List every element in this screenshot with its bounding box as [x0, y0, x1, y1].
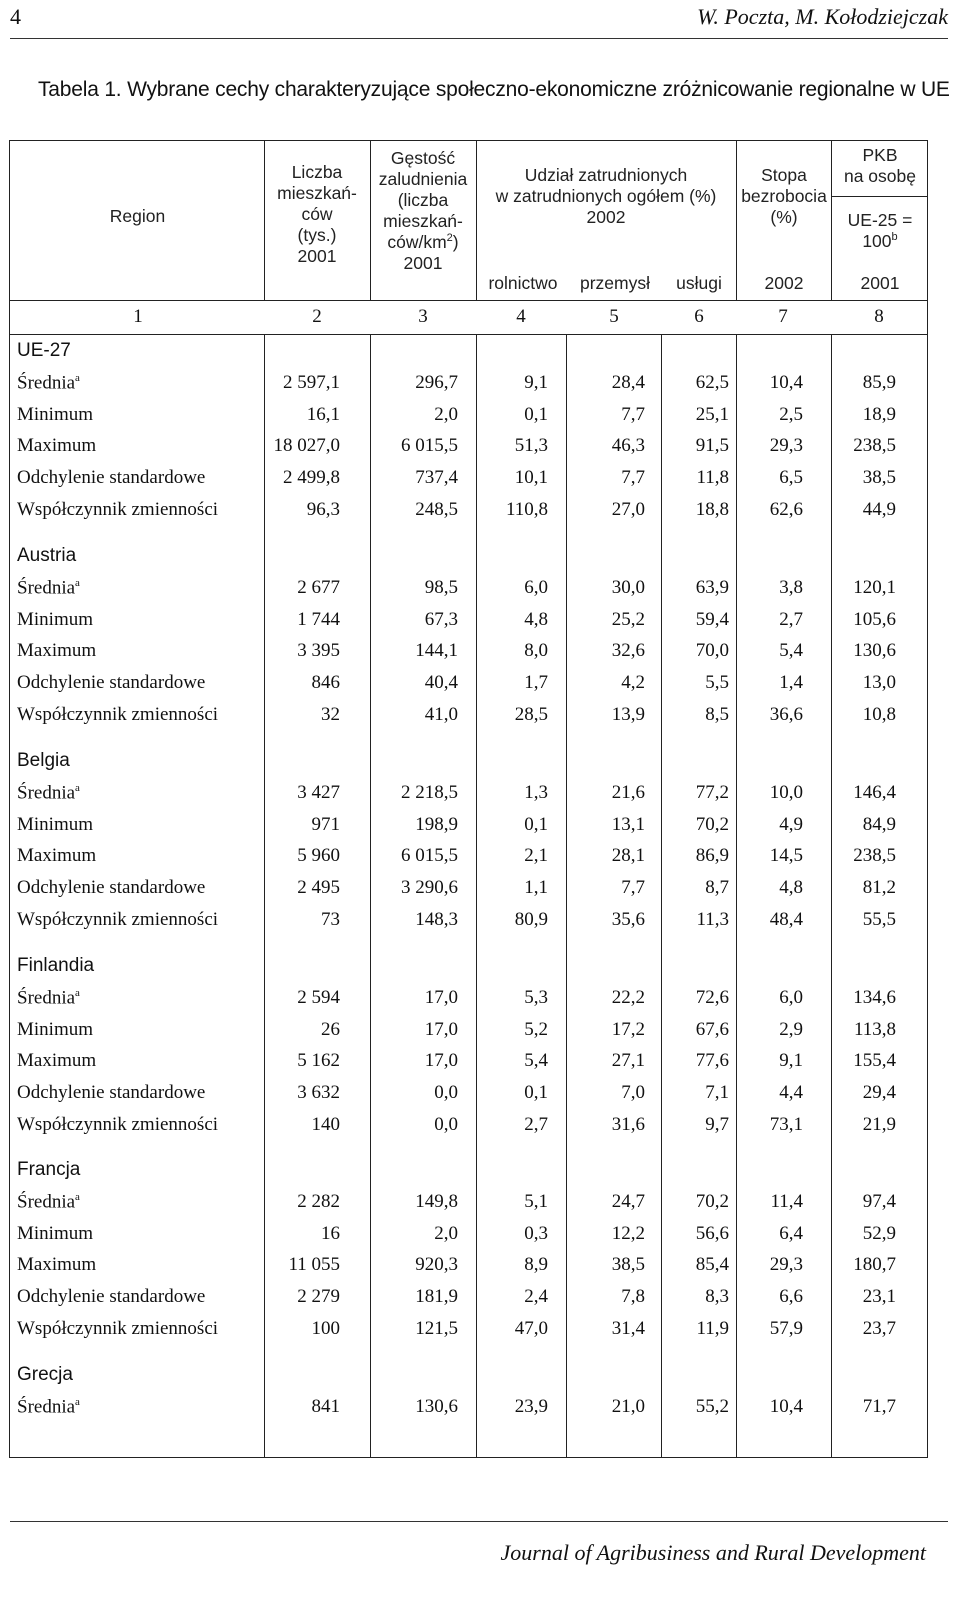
table-cell: 296,7	[415, 372, 458, 393]
table-cell: 32	[321, 704, 340, 725]
running-authors: W. Poczta, M. Kołodziejczak	[697, 4, 948, 29]
table-cell: 6,0	[779, 987, 803, 1008]
table-row	[0, 1254, 960, 1280]
table-cell: 10,0	[769, 782, 803, 803]
header-agriculture: rolnictwo	[488, 273, 558, 293]
table-cell: 1,3	[524, 782, 548, 803]
table-cell: 8,0	[524, 640, 548, 661]
table-cell: 21,9	[862, 1114, 896, 1135]
table-cell: 31,4	[611, 1318, 645, 1339]
header-gdp-year: 2001	[860, 273, 900, 293]
header-population: Liczba mieszkań- ców (tys.) 2001	[277, 162, 357, 266]
rule-h-header	[9, 300, 928, 301]
group-heading: Austria	[17, 545, 77, 566]
header-employment: Udział zatrudnionych w zatrudnionych ogółem (%) 2002	[495, 165, 717, 227]
table-cell: 7,8	[621, 1286, 645, 1307]
table-cell: 81,2	[862, 877, 896, 898]
table-row	[0, 1050, 960, 1076]
table-cell: 27,1	[611, 1050, 645, 1071]
table-cell: 52,9	[862, 1223, 896, 1244]
table-row	[0, 909, 960, 935]
table-cell: 28,4	[611, 372, 645, 393]
table-row	[0, 1082, 960, 1108]
table-cell: 8,9	[524, 1254, 548, 1275]
header-gdp: PKB na osobę	[843, 145, 916, 186]
table-cell: 18,9	[862, 404, 896, 425]
header-density: Gęstość zaludnienia (liczba mieszkań- ców/$km^2$) 2001	[378, 148, 468, 273]
table-cell: 5,4	[779, 640, 803, 661]
table-cell: 29,3	[769, 1254, 803, 1275]
row-label: Odchylenie standardowe	[17, 1082, 206, 1103]
table-row	[0, 704, 960, 730]
table-cell: 6,0	[524, 577, 548, 598]
table-cell: 23,9	[514, 1396, 548, 1417]
table-cell: 11,9	[696, 1318, 729, 1339]
table-cell: 2,5	[779, 404, 803, 425]
table-cell: 7,7	[621, 404, 645, 425]
table-cell: 12,2	[611, 1223, 645, 1244]
table-cell: 5 162	[297, 1050, 340, 1071]
table-row	[0, 499, 960, 525]
row-label: Maximum	[17, 435, 97, 456]
table-cell: 17,0	[424, 987, 458, 1008]
table-cell: 2,1	[524, 845, 548, 866]
journal-footer: Journal of Agribusiness and Rural Development	[500, 1540, 926, 1565]
row-label: Minimum	[17, 814, 94, 835]
table-cell: 4,4	[779, 1082, 803, 1103]
table-cell: 77,2	[695, 782, 729, 803]
table-cell: 13,0	[862, 672, 896, 693]
table-cell: 32,6	[611, 640, 645, 661]
table-cell: 6,5	[779, 467, 803, 488]
table-cell: 38,5	[611, 1254, 645, 1275]
table-cell: 13,1	[611, 814, 645, 835]
table-cell: 140	[311, 1114, 340, 1135]
row-label: Minimum	[17, 1223, 94, 1244]
column-number: 2	[312, 306, 322, 327]
table-cell: 46,3	[611, 435, 645, 456]
table-cell: 100	[311, 1318, 340, 1339]
table-cell: 55,5	[862, 909, 896, 930]
table-cell: 11,8	[696, 467, 729, 488]
column-number: 8	[874, 306, 884, 327]
header-rule	[10, 38, 948, 39]
table-cell: 70,2	[695, 814, 729, 835]
table-cell: 238,5	[853, 435, 896, 456]
rule-v-3	[476, 140, 477, 300]
table-cell: 59,4	[695, 609, 729, 630]
table-cell: 5,4	[524, 1050, 548, 1071]
column-number: 1	[133, 306, 143, 327]
table-cell: 2,0	[434, 1223, 458, 1244]
table-cell: 71,7	[862, 1396, 896, 1417]
table-cell: 28,5	[514, 704, 548, 725]
table-cell: 16,1	[306, 404, 340, 425]
row-label: Minimum	[17, 404, 94, 425]
table-cell: 31,6	[611, 1114, 645, 1135]
table-cell: 8,3	[705, 1286, 729, 1307]
table-cell: 130,6	[853, 640, 896, 661]
row-label: Współczynnik zmienności	[17, 704, 219, 725]
rule-h-colnums	[9, 334, 928, 335]
table-cell: 2,7	[779, 609, 803, 630]
table-cell: 29,4	[862, 1082, 896, 1103]
column-number: 3	[418, 306, 428, 327]
row-label: Maximum	[17, 1254, 97, 1275]
table-cell: 13,9	[611, 704, 645, 725]
table-cell: 3 427	[297, 782, 340, 803]
table-cell: 6,6	[779, 1286, 803, 1307]
table-cell: 36,6	[769, 704, 803, 725]
table-cell: 4,2	[621, 672, 645, 693]
header-gdp-index: UE-25 = $100^b$	[847, 210, 913, 251]
table-row	[0, 1114, 960, 1140]
table-cell: 105,6	[853, 609, 896, 630]
table-row	[0, 609, 960, 635]
table-cell: 17,2	[611, 1019, 645, 1040]
table-cell: 67,3	[424, 609, 458, 630]
group-heading: UE-27	[17, 340, 71, 361]
table-cell: 0,3	[524, 1223, 548, 1244]
table-cell: 62,5	[695, 372, 729, 393]
table-cell: 25,2	[611, 609, 645, 630]
table-row	[0, 1318, 960, 1344]
table-cell: 0,0	[434, 1114, 458, 1135]
table-caption: Tabela 1. Wybrane cechy charakteryzujące społeczno-ekonomiczne zróżnicowanie regionalne w UE	[38, 78, 950, 101]
table-cell: 85,9	[862, 372, 896, 393]
table-cell: 2,7	[524, 1114, 548, 1135]
table-cell: 7,0	[621, 1082, 645, 1103]
table-cell: 98,5	[424, 577, 458, 598]
table-cell: 70,2	[695, 1191, 729, 1212]
table-cell: 23,1	[862, 1286, 896, 1307]
row-label: Średnia$^a$	[17, 372, 80, 394]
table-cell: 0,0	[434, 1082, 458, 1103]
table-cell: 38,5	[862, 467, 896, 488]
table-cell: 2 597,1	[283, 372, 340, 393]
table-row	[0, 1223, 960, 1249]
table-cell: 7,7	[621, 467, 645, 488]
table-cell: 5,1	[524, 1191, 548, 1212]
table-cell: 1,4	[779, 672, 803, 693]
table-row	[0, 1396, 960, 1422]
table-cell: 2 279	[297, 1286, 340, 1307]
column-number: 7	[778, 306, 788, 327]
table-cell: 72,6	[695, 987, 729, 1008]
table-cell: 2,9	[779, 1019, 803, 1040]
table-cell: 1 744	[297, 609, 340, 630]
footer-rule	[10, 1521, 948, 1522]
table-cell: 248,5	[415, 499, 458, 520]
table-cell: 9,7	[705, 1114, 729, 1135]
running-header	[10, 4, 948, 34]
table-cell: 10,4	[769, 1396, 803, 1417]
table-cell: 11,4	[770, 1191, 803, 1212]
row-label: Maximum	[17, 640, 97, 661]
table-cell: 149,8	[415, 1191, 458, 1212]
table-cell: 846	[311, 672, 340, 693]
table-cell: 144,1	[415, 640, 458, 661]
table-cell: 44,9	[862, 499, 896, 520]
table-cell: 25,1	[695, 404, 729, 425]
table-cell: 56,6	[695, 1223, 729, 1244]
table-cell: 21,0	[611, 1396, 645, 1417]
table-row	[0, 1191, 960, 1217]
row-label: Maximum	[17, 845, 97, 866]
table-row	[0, 372, 960, 398]
table-cell: 9,1	[524, 372, 548, 393]
rule-v-4	[736, 140, 737, 300]
table-cell: 17,0	[424, 1050, 458, 1071]
table-cell: 41,0	[424, 704, 458, 725]
table-cell: 80,9	[514, 909, 548, 930]
column-number: 4	[516, 306, 526, 327]
table-row	[0, 845, 960, 871]
table-cell: 22,2	[611, 987, 645, 1008]
table-cell: 181,9	[415, 1286, 458, 1307]
table-cell: 0,1	[524, 404, 548, 425]
table-cell: 47,0	[514, 1318, 548, 1339]
row-label: Współczynnik zmienności	[17, 1318, 219, 1339]
table-cell: 35,6	[611, 909, 645, 930]
table-cell: 70,0	[695, 640, 729, 661]
table-cell: 17,0	[424, 1019, 458, 1040]
table-cell: 14,5	[769, 845, 803, 866]
table-cell: 110,8	[505, 499, 548, 520]
table-cell: 10,1	[514, 467, 548, 488]
table-row	[0, 577, 960, 603]
row-label: Współczynnik zmienności	[17, 499, 219, 520]
table-cell: 51,3	[514, 435, 548, 456]
table-row	[0, 672, 960, 698]
table-cell: 8,7	[705, 877, 729, 898]
table-cell: 121,5	[415, 1318, 458, 1339]
column-number: 5	[609, 306, 619, 327]
table-cell: 48,4	[769, 909, 803, 930]
row-label: Minimum	[17, 609, 94, 630]
table-cell: 5,3	[524, 987, 548, 1008]
table-row	[0, 877, 960, 903]
table-cell: 2,0	[434, 404, 458, 425]
table-cell: 4,8	[779, 877, 803, 898]
table-cell: 26	[321, 1019, 340, 1040]
table-cell: 18 027,0	[273, 435, 340, 456]
table-cell: 91,5	[695, 435, 729, 456]
table-cell: 8,5	[705, 704, 729, 725]
table-cell: 63,9	[695, 577, 729, 598]
table-cell: 10,4	[769, 372, 803, 393]
table-cell: 6 015,5	[401, 845, 458, 866]
page-number: 4	[10, 4, 21, 29]
table-cell: 24,7	[611, 1191, 645, 1212]
table-row	[0, 814, 960, 840]
table-cell: 2 495	[297, 877, 340, 898]
header-services: usługi	[676, 273, 722, 293]
table-cell: 198,9	[415, 814, 458, 835]
table-cell: 5,2	[524, 1019, 548, 1040]
table-cell: 2 594	[297, 987, 340, 1008]
row-label: Średnia$^a$	[17, 987, 80, 1009]
table-row	[0, 435, 960, 461]
table-row	[0, 467, 960, 493]
table-cell: 130,6	[415, 1396, 458, 1417]
table-cell: 67,6	[695, 1019, 729, 1040]
table-cell: 113,8	[853, 1019, 896, 1040]
table-cell: 7,7	[621, 877, 645, 898]
table-cell: 30,0	[611, 577, 645, 598]
row-label: Średnia$^a$	[17, 1191, 80, 1213]
table-cell: 148,3	[415, 909, 458, 930]
table-cell: 4,9	[779, 814, 803, 835]
table-cell: 62,6	[769, 499, 803, 520]
table-cell: 0,1	[524, 814, 548, 835]
table-cell: 841	[311, 1396, 340, 1417]
table-cell: 23,7	[862, 1318, 896, 1339]
table-cell: 238,5	[853, 845, 896, 866]
table-cell: 5,5	[705, 672, 729, 693]
table-cell: 155,4	[853, 1050, 896, 1071]
table-cell: 73	[321, 909, 340, 930]
table-row	[0, 1019, 960, 1045]
row-label: Średnia$^a$	[17, 577, 80, 599]
table-row	[0, 640, 960, 666]
table-cell: 10,8	[862, 704, 896, 725]
table-cell: 27,0	[611, 499, 645, 520]
column-number: 6	[694, 306, 704, 327]
table-cell: 737,4	[415, 467, 458, 488]
header-unemployment-year: 2002	[764, 273, 804, 293]
row-label: Współczynnik zmienności	[17, 1114, 219, 1135]
table-cell: 3,8	[779, 577, 803, 598]
table-cell: 920,3	[415, 1254, 458, 1275]
table-cell: 96,3	[306, 499, 340, 520]
table-cell: 29,3	[769, 435, 803, 456]
table-cell: 84,9	[862, 814, 896, 835]
table-cell: 77,6	[695, 1050, 729, 1071]
row-label: Odchylenie standardowe	[17, 672, 206, 693]
row-label: Minimum	[17, 1019, 94, 1040]
table-cell: 18,8	[695, 499, 729, 520]
table-cell: 5 960	[297, 845, 340, 866]
table-cell: 3 395	[297, 640, 340, 661]
rule-v-2	[370, 140, 371, 300]
table-row	[0, 987, 960, 1013]
table-cell: 0,1	[524, 1082, 548, 1103]
table-cell: 6 015,5	[401, 435, 458, 456]
table-row	[0, 782, 960, 808]
group-heading: Francja	[17, 1159, 81, 1180]
table-cell: 146,4	[853, 782, 896, 803]
group-heading: Belgia	[17, 750, 70, 771]
table-cell: 73,1	[769, 1114, 803, 1135]
table-row	[0, 1286, 960, 1312]
header-region: Region	[109, 206, 166, 226]
table-cell: 6,4	[779, 1223, 803, 1244]
rule-v-1	[264, 140, 265, 300]
table-cell: 86,9	[695, 845, 729, 866]
row-label: Maximum	[17, 1050, 97, 1071]
table-cell: 57,9	[769, 1318, 803, 1339]
table-cell: 11 055	[288, 1254, 340, 1275]
table-cell: 2 499,8	[283, 467, 340, 488]
table-cell: 16	[321, 1223, 340, 1244]
table-cell: 4,8	[524, 609, 548, 630]
header-industry: przemysł	[579, 273, 650, 293]
table-cell: 134,6	[853, 987, 896, 1008]
table-cell: 3 632	[297, 1082, 340, 1103]
table-cell: 11,3	[696, 909, 729, 930]
table-cell: 2 218,5	[401, 782, 458, 803]
table-cell: 971	[311, 814, 340, 835]
row-label: Średnia$^a$	[17, 1396, 80, 1418]
table-cell: 2,4	[524, 1286, 548, 1307]
row-label: Odchylenie standardowe	[17, 1286, 206, 1307]
table-cell: 9,1	[779, 1050, 803, 1071]
row-label: Odchylenie standardowe	[17, 467, 206, 488]
table-cell: 2 282	[297, 1191, 340, 1212]
table-cell: 97,4	[862, 1191, 896, 1212]
table-cell: 2 677	[297, 577, 340, 598]
row-label: Odchylenie standardowe	[17, 877, 206, 898]
table-cell: 180,7	[853, 1254, 896, 1275]
row-label: Współczynnik zmienności	[17, 909, 219, 930]
table-cell: 55,2	[695, 1396, 729, 1417]
table-cell: 21,6	[611, 782, 645, 803]
header-unemployment: Stopa bezrobocia (%)	[741, 165, 827, 227]
table-row	[0, 404, 960, 430]
table-cell: 28,1	[611, 845, 645, 866]
table-cell: 120,1	[853, 577, 896, 598]
row-label: Średnia$^a$	[17, 782, 80, 804]
table-cell: 1,7	[524, 672, 548, 693]
table-cell: 40,4	[424, 672, 458, 693]
table-cell: 7,1	[705, 1082, 729, 1103]
rule-h-gdp	[831, 196, 928, 197]
group-heading: Finlandia	[17, 955, 95, 976]
table-cell: 1,1	[524, 877, 548, 898]
group-heading: Grecja	[17, 1364, 73, 1385]
table-cell: 85,4	[695, 1254, 729, 1275]
table-cell: 3 290,6	[401, 877, 458, 898]
